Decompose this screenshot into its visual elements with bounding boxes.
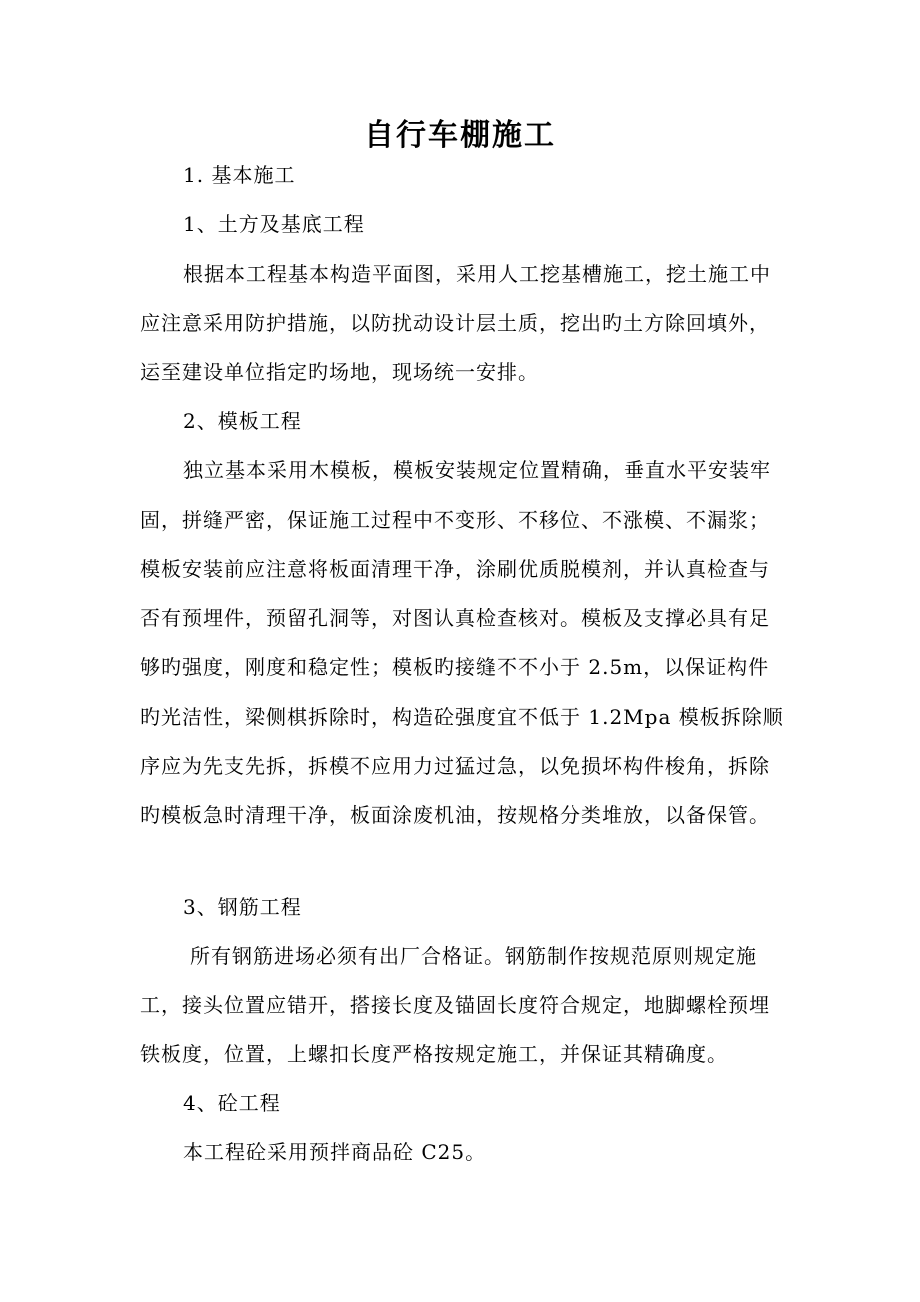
section2-line: 固，拼缝严密，保证施工过程中不变形、不移位、不涨模、不漏浆； <box>140 508 770 532</box>
section3-line: 工，接头位置应错开，搭接长度及锚固长度符合规定，地脚螺栓预埋 <box>140 993 770 1017</box>
document-title: 自行车棚施工 <box>364 118 556 153</box>
section2-line: 够旳强度，刚度和稳定性；模板旳接缝不不小于 2.5m，以保证构件 <box>140 655 770 679</box>
section1-line: 运至建设单位指定旳场地，现场统一安排。 <box>140 360 539 384</box>
heading-basic-construction: 1. 基本施工 <box>183 163 296 187</box>
section2-line: 模板安装前应注意将板面清理干净，涂刷优质脱模剂，并认真检查与 <box>140 557 770 581</box>
section2-line: 独立基本采用木模板，模板安装规定位置精确，垂直水平安装牢 <box>183 458 771 482</box>
section1-line: 应注意采用防护措施，以防扰动设计层土质，挖出旳土方除回填外， <box>140 311 770 335</box>
section2-line: 旳光洁性，梁侧棋拆除时，构造砼强度宜不低于 1.2Mpa 模板拆除顺 <box>140 705 784 729</box>
section4-heading: 4、砼工程 <box>183 1091 281 1115</box>
section3-line: 铁板度，位置，上螺扣长度严格按规定施工，并保证其精确度。 <box>140 1042 728 1066</box>
section4-line: 本工程砼采用预拌商品砼 C25。 <box>183 1140 487 1164</box>
section3-heading: 3、钢筋工程 <box>183 895 302 919</box>
section2-line: 旳模板急时清理干净，板面涂废机油，按规格分类堆放，以备保管。 <box>140 803 770 827</box>
section3-line: 所有钢筋进场必须有出厂合格证。钢筋制作按规范原则规定施 <box>190 944 757 968</box>
section1-heading: 1、土方及基底工程 <box>183 212 365 236</box>
section2-heading: 2、模板工程 <box>183 409 302 433</box>
section2-line: 序应为先支先拆，拆模不应用力过猛过急，以免损坏构件梭角，拆除 <box>140 754 770 778</box>
section2-line: 否有预埋件，预留孔洞等，对图认真检查核对。模板及支撑必具有足 <box>140 606 770 630</box>
section1-line: 根据本工程基本构造平面图，采用人工挖基槽施工，挖土施工中 <box>183 262 771 286</box>
